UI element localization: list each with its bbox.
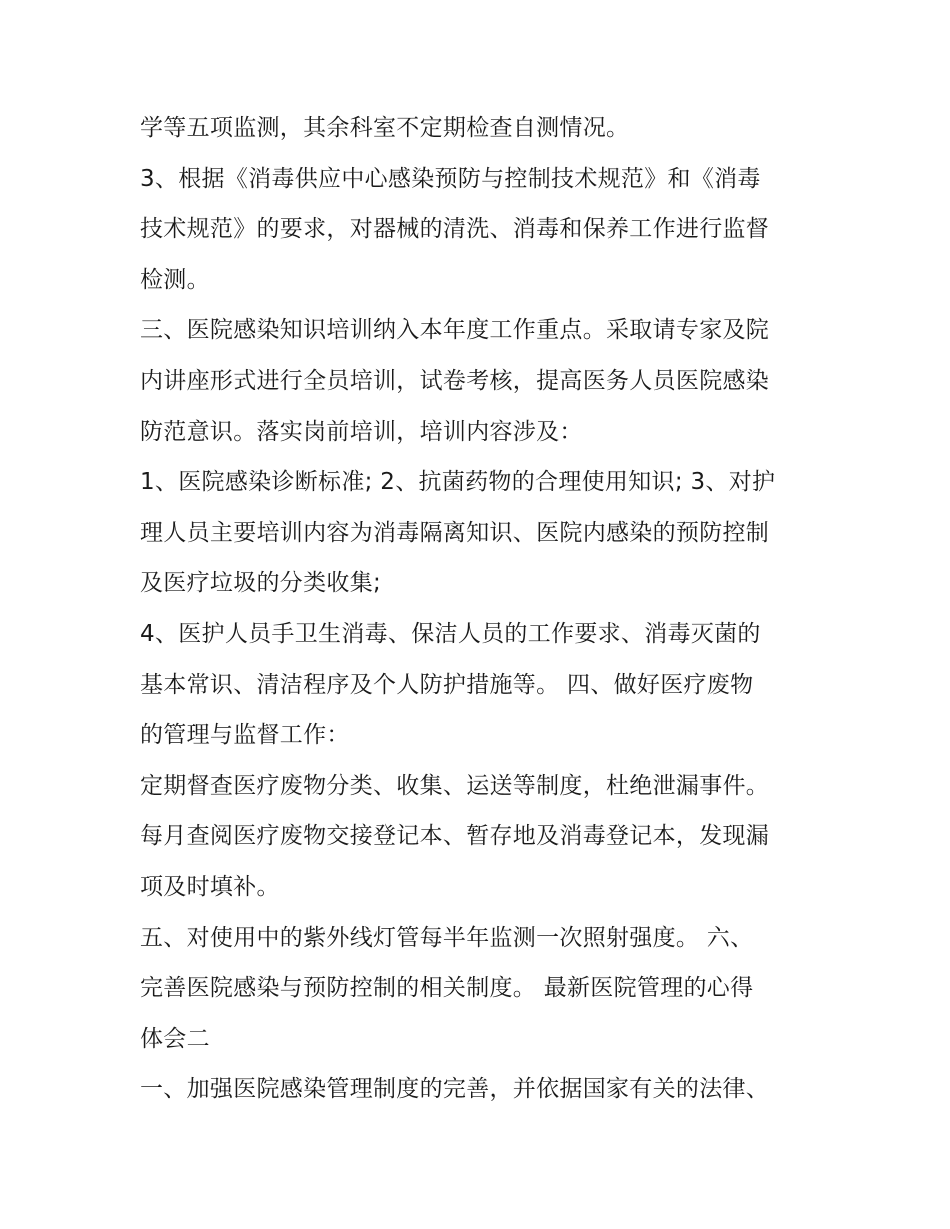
text-line: 定期督查医疗废物分类、收集、运送等制度，杜绝泄漏事件。 [140, 772, 770, 799]
text-line: 1、医院感染诊断标准; 2、抗菌药物的合理使用知识; 3、对护 [140, 469, 776, 496]
text-line: 的管理与监督工作： [140, 722, 350, 749]
text-line: 每月查阅医疗废物交接登记本、暂存地及消毒登记本，发现漏 [140, 823, 770, 850]
text-line: 三、医院感染知识培训纳入本年度工作重点。采取请专家及院 [140, 317, 770, 344]
text-line: 3、根据《消毒供应中心感染预防与控制技术规范》和《消毒 [140, 165, 761, 192]
text-line: 防范意识。落实岗前培训，培训内容涉及： [140, 418, 583, 445]
text-line: 一、加强医院感染管理制度的完善，并依据国家有关的法律、 [140, 1076, 770, 1103]
document-body [140, 103, 820, 1115]
text-line: 4、医护人员手卫生消毒、保洁人员的工作要求、消毒灭菌的 [140, 620, 761, 647]
text-line: 基本常识、清洁程序及个人防护措施等。 四、做好医疗废物 [140, 671, 754, 698]
text-line: 理人员主要培训内容为消毒隔离知识、医院内感染的预防控制 [140, 519, 770, 546]
text-line: 完善医院感染与预防控制的相关制度。 最新医院管理的心得 [140, 975, 754, 1002]
text-line: 检测。 [140, 266, 210, 293]
text-line: 项及时填补。 [140, 873, 280, 900]
text-line: 体会二 [140, 1025, 210, 1052]
text-line: 及医疗垃圾的分类收集; [140, 570, 382, 597]
text-line: 内讲座形式进行全员培训，试卷考核，提高医务人员医院感染 [140, 367, 770, 394]
text-line: 技术规范》的要求，对器械的清洗、消毒和保养工作进行监督 [140, 216, 770, 243]
text-line: 五、对使用中的紫外线灯管每半年监测一次照射强度。 六、 [140, 924, 754, 951]
text-line: 学等五项监测，其余科室不定期检查自测情况。 [140, 115, 630, 141]
